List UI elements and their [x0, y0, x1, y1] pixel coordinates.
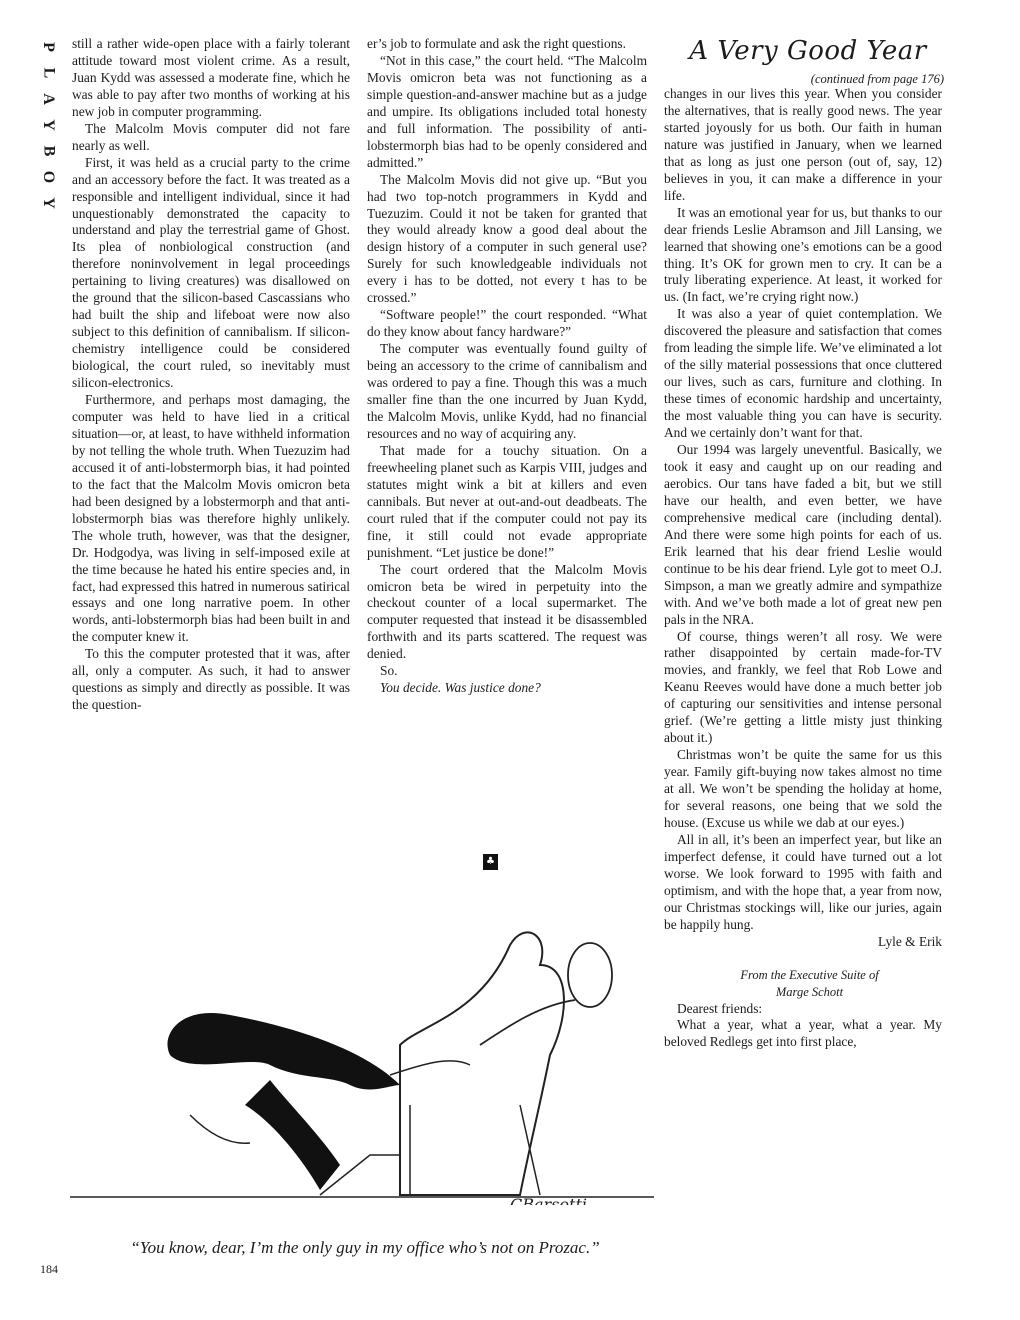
masthead-letter: Y: [40, 119, 57, 131]
paragraph: It was an emotional year for us, but thanks to our dear friends Leslie Abramson and Jill Lansing, we learned that showing one’s emotions can be a good thing. It’s OK for grown men to cry. It can be a truly liberating experience. At least, it worked for us. (In fact, we’re crying right now.): [664, 204, 942, 305]
sub-heading: Marge Schott: [775, 984, 844, 999]
paragraph: So.: [380, 663, 398, 679]
paragraph: Dearest friends:: [677, 1000, 763, 1016]
end-mark-icon: ♣: [483, 854, 498, 870]
paragraph: The court ordered that the Malcolm Movis omicron beta be wired in perpetuity into the checkout counter of a local supermarket. The computer requested that instead it be disassembled forthwith and its parts scattered. The request was denied.: [367, 561, 647, 662]
paragraph: The Malcolm Movis did not give up. “But you had two top-notch programmers in Kydd and Tuezuzim. Could it not be taken for granted that they would already know a good deal about the design history of a computer in such general use? Surely for such knowledgeable individuals not every i has to be dotted, not every t has to be crossed.”: [367, 171, 647, 306]
sub-heading: From the Executive Suite of: [740, 967, 879, 982]
paragraph: Of course, things weren’t all rosy. We were rather disappointed by certain made-for-TV movies, and frankly, we feel that Rob Lowe and Keanu Reeves would have done a much better job of capturing our sensitivities and intense personal grief. (We’re getting a little misty just thinking about it.): [664, 628, 942, 746]
cartoon-caption: “You know, dear, I’m the only guy in my office who’s not on Prozac.”: [130, 1238, 600, 1257]
masthead-letter: A: [40, 93, 57, 105]
paragraph: What a year, what a year, what a year. My beloved Redlegs get into first place,: [664, 1017, 942, 1050]
paragraph: Our 1994 was largely uneventful. Basically, we took it easy and caught up on our reading and aerobics. Our tans have faded a bit, but we still have our health, and even better, we have comprehensive medical care (including dental). And there were some high points for each of us. Erik learned that his dear friend Leslie would continue to be his dear friend. Lyle got to meet O.J. Simpson, a man we greatly admire and sympathize with. And we’ve both made a lot of great new pen pals in the NRA.: [664, 442, 942, 627]
masthead-letter: Y: [40, 197, 57, 209]
story-column-1: [72, 36, 350, 714]
paragraph: That made for a touchy situation. On a freewheeling planet such as Karpis VIII, judges and statutes might wink a bit at killers and even cannibals. But never at out-and-out deadbeats. The court ruled that if the computer could not pay its fine, it still could not evade appropriate punishment. “Let justice be done!”: [367, 442, 647, 560]
cartoonist-signature: CBarsotti: [510, 1195, 588, 1205]
masthead-letter: B: [39, 145, 57, 157]
story-column-3: [664, 86, 942, 1051]
continued-note: (continued from page 176): [810, 72, 944, 86]
paragraph: er’s job to formulate and ask the right questions.: [367, 36, 626, 51]
paragraph: “Not in this case,” the court held. “The Malcolm Movis omicron beta was not functioning as a simple question-and-answer machine but as a judge and umpire. Its obligations included total honesty and full information. The possibility of anti-lobstermorph bias had to be openly considered and admitted.”: [367, 52, 647, 170]
magazine-masthead: [38, 34, 58, 216]
paragraph: Furthermore, and perhaps most damaging, the computer was held to have lied in a critical situation—or, at least, to have withheld information by not telling the whole truth. When Tuezuzim had accused it of anti-lobstermorph bias, it had pointed to the fact that the Malcolm Movis omicron beta had been designed by a lobstermorph and that anti-lobstermorph bias was therefore highly unlikely. The whole truth, however, was that the designer, Dr. Hodgodya, was living in self-imposed exile at the time because he hated his entire species and, in fact, had expressed this hatred in numerous satirical essays and one long narrative poem. In other words, anti-lobstermorph bias had been built in and the computer knew it.: [72, 392, 350, 645]
cartoon-illustration: [70, 905, 654, 1205]
paragraph: “Software people!” the court responded. “What do they know about fancy hardware?”: [367, 307, 647, 340]
masthead-letter: L: [39, 67, 57, 79]
signature: Lyle & Erik: [878, 933, 942, 949]
paragraph: changes in our lives this year. When you consider the alternatives, that is really good news. The year started joyously for us both. Our faith in human nature was justified in January, when we learned that as long as just one person (out of, say, 12) believes in you, it can make a difference in your life.: [664, 86, 942, 203]
cartoon-drawing: [70, 905, 654, 1205]
article-title: A Very Good Year: [689, 36, 927, 66]
paragraph: Christmas won’t be quite the same for us this year. Family gift-buying now takes almost no time at all. We won’t be spending the holiday at home, for several reasons, one being that we sold the house. (Excuse us while we dab at our eyes.): [664, 747, 942, 830]
story-column-2: [367, 36, 647, 697]
page-number: 184: [40, 1262, 58, 1276]
masthead-letter: O: [39, 170, 57, 184]
masthead-letter: P: [40, 42, 57, 52]
paragraph: You decide. Was justice done?: [380, 680, 541, 696]
paragraph: All in all, it’s been an imperfect year, but like an imperfect defense, it could have turned out a lot worse. We look forward to 1995 with faith and optimism, and with the hope that, a year from now, our Christmas stockings will, like our juries, again be happily hung.: [664, 831, 942, 932]
paragraph: The computer was eventually found guilty of being an accessory to the crime of cannibalism and was ordered to pay a fine. Though this was a much smaller fine than the one incurred by Juan Kydd, the Malcolm Movis, unlike Kydd, had no financial resources and no way of acquiring any.: [367, 341, 647, 441]
paragraph: To this the computer protested that it was, after all, only a computer. As such, it had to answer questions as simply and directly as possible. It was the question-: [72, 646, 350, 713]
paragraph: The Malcolm Movis computer did not fare nearly as well.: [72, 120, 350, 153]
paragraph: still a rather wide-open place with a fairly tolerant attitude toward most violent crime. As a result, Juan Kydd was assessed a moderate fine, which he was able to pay after two months of working at his new job in computer programming.: [72, 36, 350, 119]
paragraph: First, it was held as a crucial party to the crime and an accessory before the fact. It was treated as a responsible and intelligent individual, since it had unquestionably demonstrated the capacity to understand and play the terrestrial game of Ghost. Its plea of nonbiological construction (and therefore noninvolvement in legal proceedings pertaining to living creatures) was disallowed on the ground that the silicon-based Cascassians who had built the ship and lifeboat were now also subject to this definition of cannibalism. If silicon-chemistry intelligence could be considered biological, the court ruled, so inevitably must silicon-electronics.: [72, 154, 350, 391]
paragraph: It was also a year of quiet contemplation. We discovered the pleasure and satisfaction that comes from leading the simple life. We’ve eliminated a lot of the silly material possessions that once cluttered our lives, such as cars, furniture and clothing. In these times of economic hardship and uncertainty, the most valuable thing you can have is security. And we certainly don’t want for that.: [664, 306, 942, 441]
